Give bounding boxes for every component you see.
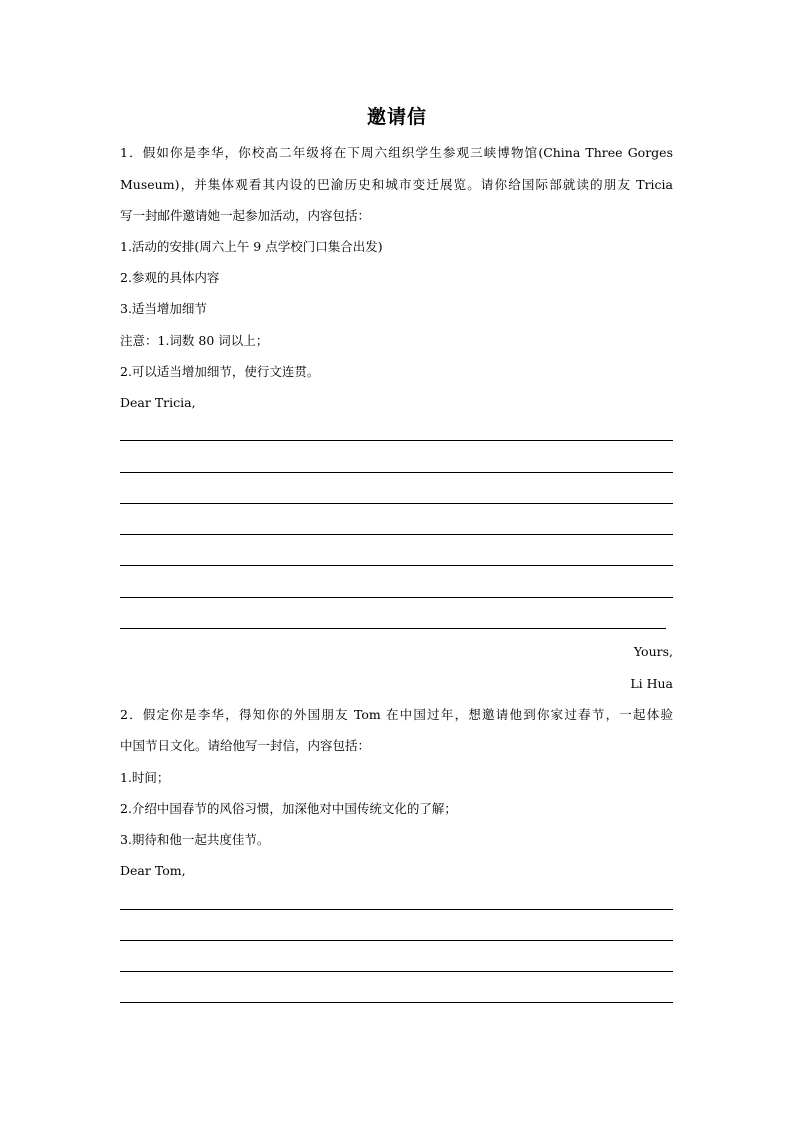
q2-line-1: 2．假定你是李华，得知你的外国朋友 Tom 在中国过年，想邀请他到你家过春节，一起体验 [120, 707, 673, 722]
q1-note-2: 2.可以适当增加细节，使行文连贯。 [120, 364, 320, 379]
q1-point-1: 1.活动的安排(周六上午 9 点学校门口集合出发) [120, 239, 383, 254]
q1-salutation: Dear Tricia, [120, 395, 196, 410]
q1-point-2: 2.参观的具体内容 [120, 270, 220, 285]
q2-point-1: 1.时间； [120, 770, 170, 785]
q1-line-3: 写一封邮件邀请她一起参加活动，内容包括： [120, 208, 371, 223]
q1-signature: Li Hua [630, 676, 673, 691]
answer-line [120, 628, 666, 629]
answer-line [120, 971, 673, 972]
q2-point-3: 3.期待和他一起共度佳节。 [120, 832, 270, 847]
q2-salutation: Dear Tom, [120, 863, 186, 878]
q1-point-3: 3.适当增加细节 [120, 301, 207, 316]
answer-line [120, 534, 673, 535]
q1-line-1: 1．假如你是李华，你校高二年级将在下周六组织学生参观三峡博物馆(China Three Gorges [120, 145, 673, 160]
answer-line [120, 472, 673, 473]
q1-line-2: Museum)，并集体观看其内设的巴渝历史和城市变迁展览。请你给国际部就读的朋友 Tricia [120, 177, 673, 192]
answer-line [120, 909, 673, 910]
q2-line-2: 中国节日文化。请给他写一封信，内容包括： [120, 738, 371, 753]
answer-line [120, 1002, 673, 1003]
answer-line [120, 503, 673, 504]
answer-line [120, 940, 673, 941]
answer-line [120, 597, 673, 598]
q1-note-1: 注意：1.词数 80 词以上； [120, 333, 269, 348]
q2-point-2: 2.介绍中国春节的风俗习惯，加深他对中国传统文化的了解； [120, 801, 457, 816]
answer-line [120, 440, 673, 441]
answer-line [120, 565, 673, 566]
page-title: 邀请信 [366, 106, 427, 128]
q1-closing: Yours, [633, 644, 673, 659]
